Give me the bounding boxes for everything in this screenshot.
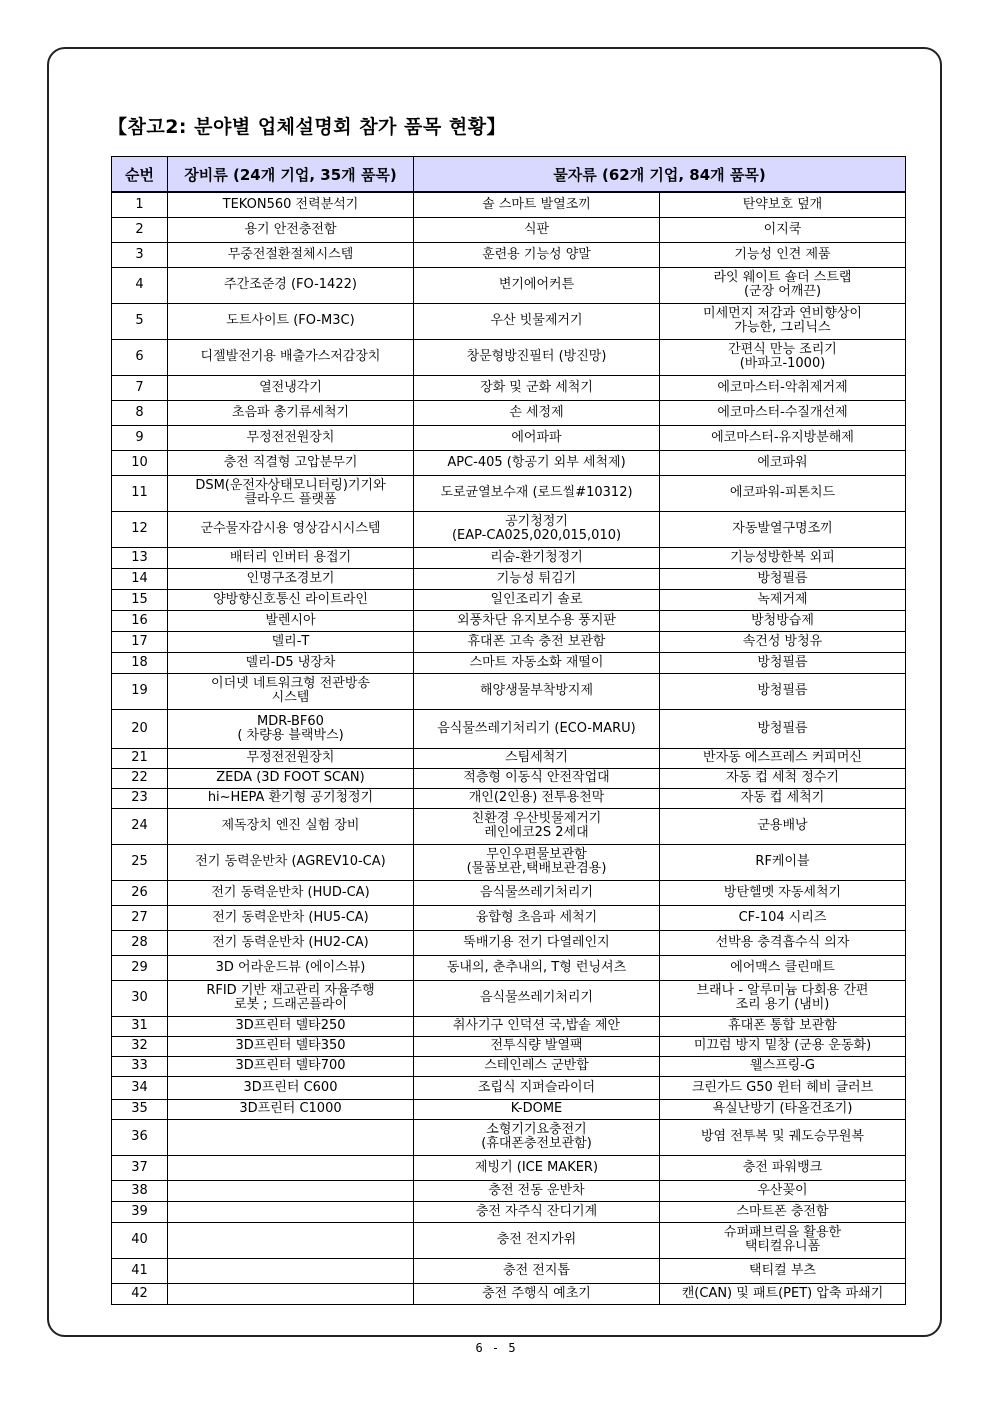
cell-no: 16: [112, 610, 168, 631]
cell-no: 7: [112, 375, 168, 400]
cell-supplies-b: 우산꽂이: [660, 1180, 906, 1201]
cell-equipment: MDR-BF60 ( 차량용 블랙박스): [168, 709, 414, 748]
cell-supplies-a: 음식물쓰레기처리기: [414, 980, 660, 1016]
table-row: [112, 955, 906, 980]
table-row: [112, 192, 906, 217]
cell-supplies-b: 기능성방한복 외피: [660, 547, 906, 568]
cell-supplies-a: 식판: [414, 217, 660, 242]
cell-supplies-b: 방청필름: [660, 709, 906, 748]
header-row: [112, 157, 906, 193]
cell-no: 20: [112, 709, 168, 748]
cell-supplies-a: 공기청정기 (EAP-CA025,020,015,010): [414, 511, 660, 547]
table-row: [112, 905, 906, 930]
cell-supplies-b: 충전 파워뱅크: [660, 1155, 906, 1180]
cell-supplies-a: 소형기기요충전기 (휴대폰충전보관함): [414, 1119, 660, 1155]
cell-no: 26: [112, 880, 168, 905]
table-row: [112, 1076, 906, 1099]
table-row: [112, 748, 906, 768]
cell-supplies-a: 조립식 지퍼슬라이더: [414, 1076, 660, 1099]
cell-equipment: [168, 1222, 414, 1258]
participation-table: [111, 156, 906, 1305]
cell-equipment: 전기 동력운반차 (HU5-CA): [168, 905, 414, 930]
cell-equipment: DSM(운전자상태모니터링)기기와 클라우드 플랫폼: [168, 475, 414, 511]
cell-supplies-a: 도로균열보수재 (로드씰#10312): [414, 475, 660, 511]
cell-no: 15: [112, 589, 168, 610]
cell-no: 34: [112, 1076, 168, 1099]
table-row: [112, 1099, 906, 1119]
cell-equipment: 충전 직결형 고압분무기: [168, 450, 414, 475]
cell-supplies-b: 녹제거제: [660, 589, 906, 610]
cell-supplies-b: 미세먼지 저감과 연비향상이 가능한, 그리닉스: [660, 303, 906, 339]
table-row: [112, 610, 906, 631]
cell-supplies-a: 개인(2인용) 전투용천막: [414, 788, 660, 808]
cell-no: 9: [112, 425, 168, 450]
table-row: [112, 631, 906, 652]
table-row: [112, 267, 906, 303]
cell-supplies-b: RF케이블: [660, 844, 906, 880]
table-row: [112, 1155, 906, 1180]
cell-equipment: 델리-T: [168, 631, 414, 652]
table-row: [112, 511, 906, 547]
cell-supplies-a: 외풍차단 유지보수용 풍지판: [414, 610, 660, 631]
cell-supplies-a: 리숨-환기청정기: [414, 547, 660, 568]
cell-equipment: 무정전전원장치: [168, 425, 414, 450]
cell-supplies-b: 자동 컵 세척기: [660, 788, 906, 808]
cell-no: 36: [112, 1119, 168, 1155]
cell-supplies-a: 장화 및 군화 세척기: [414, 375, 660, 400]
table-row: [112, 808, 906, 844]
table-row: [112, 1180, 906, 1201]
cell-supplies-a: 훈련용 기능성 양말: [414, 242, 660, 267]
table-row: [112, 768, 906, 788]
cell-equipment: 도트사이트 (FO-M3C): [168, 303, 414, 339]
cell-supplies-b: 자동발열구명조끼: [660, 511, 906, 547]
cell-no: 40: [112, 1222, 168, 1258]
table-row: [112, 1258, 906, 1283]
page-title: 【참고2: 분야별 업체설명회 참가 품목 현황】: [108, 116, 507, 138]
cell-equipment: 주간조준경 (FO-1422): [168, 267, 414, 303]
cell-supplies-b: 속건성 방청유: [660, 631, 906, 652]
table-row: [112, 1016, 906, 1036]
cell-no: 6: [112, 339, 168, 375]
cell-no: 42: [112, 1283, 168, 1304]
table-row: [112, 242, 906, 267]
cell-supplies-a: 충전 주행식 예초기: [414, 1283, 660, 1304]
cell-supplies-b: 스마트폰 충전함: [660, 1201, 906, 1222]
cell-no: 24: [112, 808, 168, 844]
cell-equipment: 초음파 총기류세척기: [168, 400, 414, 425]
cell-supplies-b: 방탄헬멧 자동세척기: [660, 880, 906, 905]
cell-supplies-b: 휴대폰 통합 보관함: [660, 1016, 906, 1036]
cell-equipment: 3D프린터 델타700: [168, 1056, 414, 1076]
table-row: [112, 375, 906, 400]
table-row: [112, 1119, 906, 1155]
table-row: [112, 930, 906, 955]
table-row: [112, 1201, 906, 1222]
cell-supplies-a: 융합형 초음파 세척기: [414, 905, 660, 930]
header-supplies: 물자류 (62개 기업, 84개 품목): [414, 157, 906, 193]
cell-supplies-b: 슈퍼패브릭을 활용한 택티컬유니폼: [660, 1222, 906, 1258]
cell-supplies-b: CF-104 시리즈: [660, 905, 906, 930]
cell-no: 21: [112, 748, 168, 768]
cell-no: 29: [112, 955, 168, 980]
table-row: [112, 844, 906, 880]
cell-no: 13: [112, 547, 168, 568]
cell-supplies-a: 적층형 이동식 안전작업대: [414, 768, 660, 788]
cell-supplies-a: 솔 스마트 발열조끼: [414, 192, 660, 217]
cell-supplies-a: 음식물쓰레기처리기 (ECO-MARU): [414, 709, 660, 748]
cell-no: 28: [112, 930, 168, 955]
cell-equipment: [168, 1283, 414, 1304]
header-no: 순번: [112, 157, 168, 193]
cell-equipment: [168, 1258, 414, 1283]
cell-supplies-b: 방청필름: [660, 673, 906, 709]
cell-no: 37: [112, 1155, 168, 1180]
table-row: [112, 568, 906, 589]
cell-no: 22: [112, 768, 168, 788]
cell-supplies-b: 방청필름: [660, 568, 906, 589]
cell-equipment: 전기 동력운반차 (AGREV10-CA): [168, 844, 414, 880]
cell-supplies-a: 손 세정제: [414, 400, 660, 425]
cell-supplies-b: 캔(CAN) 및 패트(PET) 압축 파쇄기: [660, 1283, 906, 1304]
table-row: [112, 980, 906, 1016]
cell-supplies-a: 충전 전지톱: [414, 1258, 660, 1283]
cell-supplies-b: 에코마스터-수질개선제: [660, 400, 906, 425]
cell-supplies-a: 충전 전지가위: [414, 1222, 660, 1258]
cell-supplies-b: 군용배낭: [660, 808, 906, 844]
cell-supplies-a: 제빙기 (ICE MAKER): [414, 1155, 660, 1180]
cell-supplies-b: 웰스프링-G: [660, 1056, 906, 1076]
cell-equipment: 3D프린터 C600: [168, 1076, 414, 1099]
cell-supplies-b: 자동 컵 세척 정수기: [660, 768, 906, 788]
cell-equipment: 3D 어라운드뷰 (에이스뷰): [168, 955, 414, 980]
cell-supplies-a: 창문형방진필터 (방진망): [414, 339, 660, 375]
cell-supplies-b: 라잇 웨이트 숄더 스트랩 (군장 어깨끈): [660, 267, 906, 303]
table-row: [112, 475, 906, 511]
cell-no: 23: [112, 788, 168, 808]
table-row: [112, 303, 906, 339]
cell-no: 14: [112, 568, 168, 589]
table-row: [112, 1283, 906, 1304]
cell-no: 27: [112, 905, 168, 930]
cell-equipment: ZEDA (3D FOOT SCAN): [168, 768, 414, 788]
table-row: [112, 1036, 906, 1056]
cell-supplies-a: 친환경 우산빗물제거기 레인에코2S 2세대: [414, 808, 660, 844]
table-row: [112, 880, 906, 905]
cell-equipment: [168, 1180, 414, 1201]
cell-supplies-a: 동내의, 춘추내의, T형 런닝셔츠: [414, 955, 660, 980]
cell-supplies-b: 에코마스터-악취제거제: [660, 375, 906, 400]
cell-supplies-a: 변기에어커튼: [414, 267, 660, 303]
table-row: [112, 788, 906, 808]
cell-no: 12: [112, 511, 168, 547]
cell-supplies-b: 선박용 충격흡수식 의자: [660, 930, 906, 955]
cell-equipment: 전기 동력운반차 (HU2-CA): [168, 930, 414, 955]
cell-equipment: [168, 1119, 414, 1155]
cell-supplies-a: 휴대폰 고속 충전 보관함: [414, 631, 660, 652]
cell-no: 5: [112, 303, 168, 339]
cell-supplies-a: K-DOME: [414, 1099, 660, 1119]
table-row: [112, 339, 906, 375]
table-row: [112, 652, 906, 673]
cell-equipment: 무정전전원장치: [168, 748, 414, 768]
cell-supplies-a: 충전 자주식 잔디기계: [414, 1201, 660, 1222]
cell-no: 4: [112, 267, 168, 303]
cell-supplies-a: 스테인레스 군반합: [414, 1056, 660, 1076]
table-row: [112, 450, 906, 475]
cell-no: 8: [112, 400, 168, 425]
cell-equipment: 3D프린터 C1000: [168, 1099, 414, 1119]
cell-supplies-a: 전투식량 발열팩: [414, 1036, 660, 1056]
table-row: [112, 709, 906, 748]
page-number: 6 - 5: [475, 1341, 517, 1355]
cell-supplies-b: 욕실난방기 (타올건조기): [660, 1099, 906, 1119]
cell-equipment: 디젤발전기용 배출가스저감장치: [168, 339, 414, 375]
cell-equipment: 발렌시아: [168, 610, 414, 631]
cell-supplies-b: 브래나 - 알루미늄 다회용 간편 조리 용기 (냄비): [660, 980, 906, 1016]
cell-supplies-a: 우산 빗물제거기: [414, 303, 660, 339]
cell-equipment: 3D프린터 델타350: [168, 1036, 414, 1056]
cell-supplies-a: APC-405 (항공기 외부 세척제): [414, 450, 660, 475]
cell-supplies-a: 무인우편물보관함 (물품보관,택배보관겸용): [414, 844, 660, 880]
cell-equipment: [168, 1155, 414, 1180]
table-row: [112, 217, 906, 242]
cell-no: 3: [112, 242, 168, 267]
cell-equipment: 열전냉각기: [168, 375, 414, 400]
cell-no: 11: [112, 475, 168, 511]
cell-equipment: 제독장치 엔진 실험 장비: [168, 808, 414, 844]
cell-no: 32: [112, 1036, 168, 1056]
cell-no: 39: [112, 1201, 168, 1222]
cell-no: 17: [112, 631, 168, 652]
cell-no: 35: [112, 1099, 168, 1119]
cell-supplies-b: 에코마스터-유지방분해제: [660, 425, 906, 450]
cell-no: 41: [112, 1258, 168, 1283]
cell-supplies-a: 충전 전동 운반차: [414, 1180, 660, 1201]
cell-supplies-b: 탄약보호 덮개: [660, 192, 906, 217]
cell-supplies-b: 방염 전투복 및 궤도승무원복: [660, 1119, 906, 1155]
cell-supplies-b: 택티컬 부츠: [660, 1258, 906, 1283]
cell-equipment: 이더넷 네트워크형 전관방송 시스템: [168, 673, 414, 709]
cell-supplies-b: 에어맥스 클린매트: [660, 955, 906, 980]
table-row: [112, 673, 906, 709]
cell-equipment: 무중전절환절체시스템: [168, 242, 414, 267]
cell-supplies-a: 스팀세척기: [414, 748, 660, 768]
table-body: [112, 192, 906, 1304]
cell-equipment: 배터리 인버터 용접기: [168, 547, 414, 568]
cell-supplies-a: 뚝배기용 전기 다열레인지: [414, 930, 660, 955]
cell-equipment: 델리-D5 냉장차: [168, 652, 414, 673]
cell-supplies-a: 스마트 자동소화 재떨이: [414, 652, 660, 673]
cell-equipment: hi~HEPA 환기형 공기청정기: [168, 788, 414, 808]
cell-no: 10: [112, 450, 168, 475]
cell-equipment: 용기 안전충전함: [168, 217, 414, 242]
cell-equipment: RFID 기반 재고관리 자율주행 로봇 ; 드래곤플라이: [168, 980, 414, 1016]
cell-supplies-b: 에코파워: [660, 450, 906, 475]
table-row: [112, 400, 906, 425]
cell-supplies-a: 일인조리기 솔로: [414, 589, 660, 610]
cell-equipment: 3D프린터 델타250: [168, 1016, 414, 1036]
cell-no: 33: [112, 1056, 168, 1076]
cell-equipment: [168, 1201, 414, 1222]
cell-no: 38: [112, 1180, 168, 1201]
cell-equipment: 군수물자감시용 영상감시시스템: [168, 511, 414, 547]
cell-no: 25: [112, 844, 168, 880]
cell-no: 2: [112, 217, 168, 242]
table-row: [112, 547, 906, 568]
cell-equipment: 인명구조경보기: [168, 568, 414, 589]
cell-no: 19: [112, 673, 168, 709]
table-row: [112, 425, 906, 450]
cell-supplies-a: 취사기구 인덕션 국,밥솥 제안: [414, 1016, 660, 1036]
cell-equipment: TEKON560 전력분석기: [168, 192, 414, 217]
cell-supplies-b: 방청방습제: [660, 610, 906, 631]
cell-supplies-a: 해양생물부착방지제: [414, 673, 660, 709]
cell-supplies-b: 에코파워-피톤치드: [660, 475, 906, 511]
cell-equipment: 전기 동력운반차 (HUD-CA): [168, 880, 414, 905]
cell-no: 18: [112, 652, 168, 673]
cell-supplies-a: 에어파파: [414, 425, 660, 450]
table-row: [112, 1056, 906, 1076]
cell-supplies-a: 기능성 튀김기: [414, 568, 660, 589]
cell-supplies-b: 기능성 인견 제품: [660, 242, 906, 267]
cell-supplies-b: 반자동 에스프레스 커피머신: [660, 748, 906, 768]
cell-no: 31: [112, 1016, 168, 1036]
cell-supplies-b: 간편식 만능 조리기 (바파고-1000): [660, 339, 906, 375]
cell-supplies-b: 미끄럼 방지 밑창 (군용 운동화): [660, 1036, 906, 1056]
table-row: [112, 1222, 906, 1258]
cell-no: 1: [112, 192, 168, 217]
cell-supplies-a: 음식물쓰레기처리기: [414, 880, 660, 905]
cell-no: 30: [112, 980, 168, 1016]
cell-supplies-b: 방청필름: [660, 652, 906, 673]
cell-supplies-b: 이지쿡: [660, 217, 906, 242]
header-equipment: 장비류 (24개 기업, 35개 품목): [168, 157, 414, 193]
cell-supplies-b: 크린가드 G50 윈터 헤비 글러브: [660, 1076, 906, 1099]
cell-equipment: 양방향신호통신 라이트라인: [168, 589, 414, 610]
table-row: [112, 589, 906, 610]
